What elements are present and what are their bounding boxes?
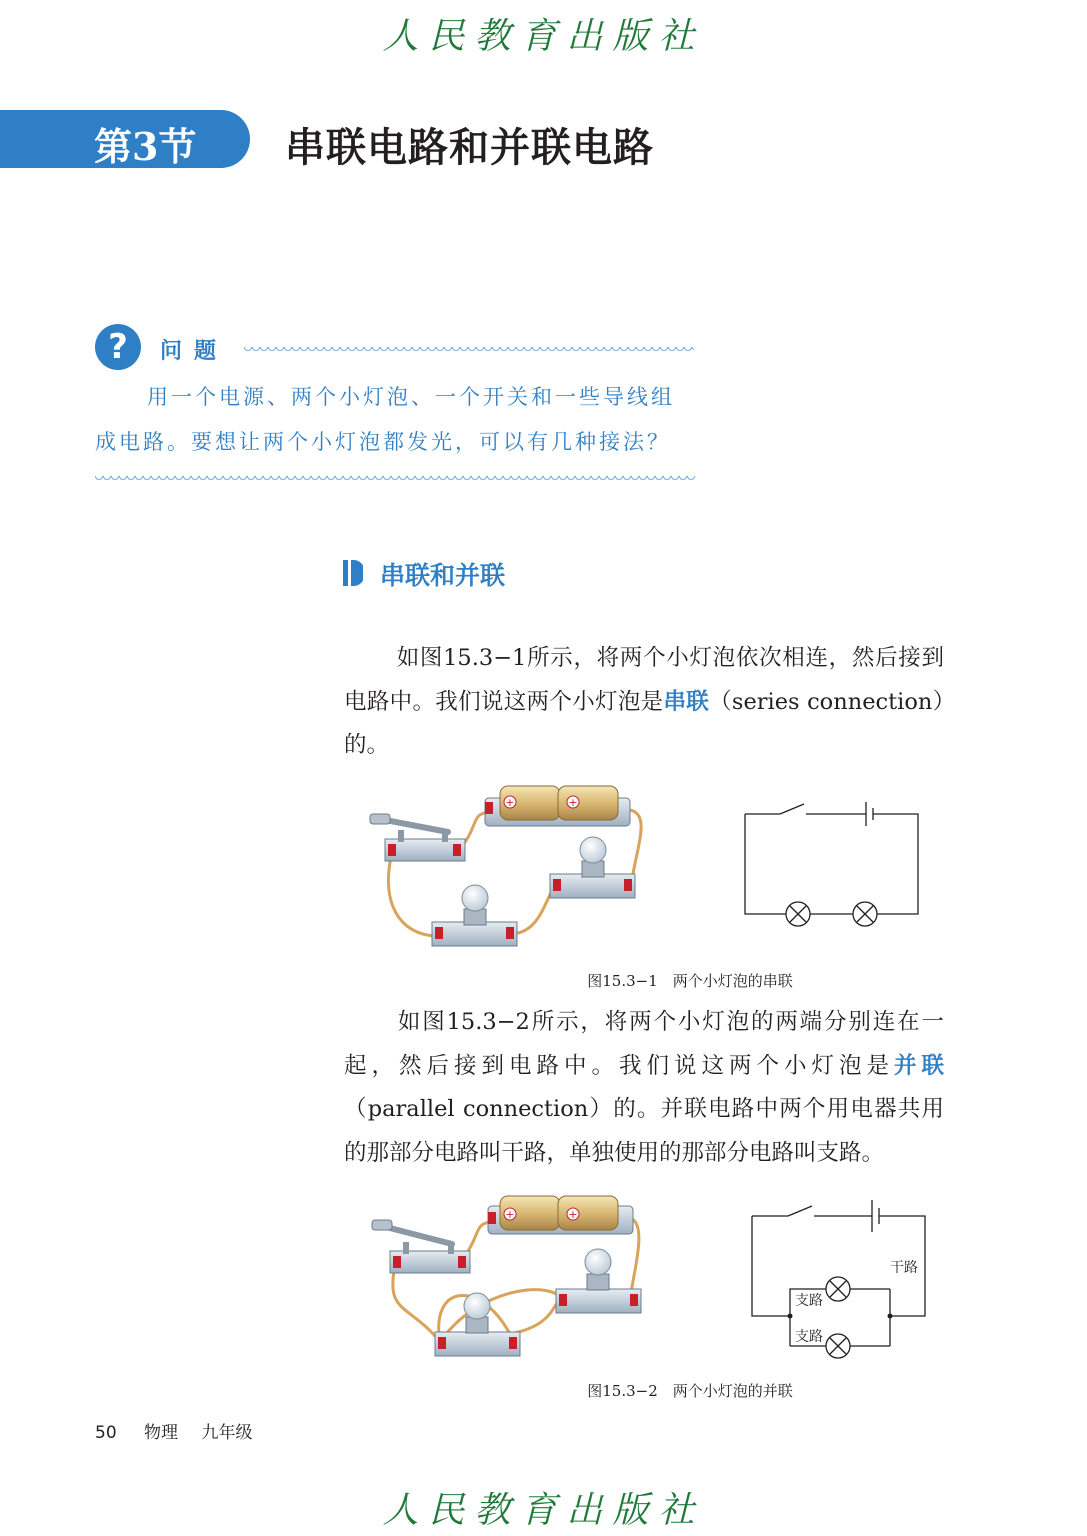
question-text: 用一个电源、两个小灯泡、一个开关和一些导线组成电路。要想让两个小灯泡都发光，可以有几种接法？	[95, 385, 675, 454]
page-footer	[95, 1418, 252, 1443]
paragraph-text: 如图15.3−1所示，将两个小灯泡依次相连，然后接到电路中。我们说这两个小灯泡是	[344, 645, 944, 715]
svg-text:+: +	[568, 796, 578, 809]
parallel-circuit-figure	[360, 1194, 940, 1374]
figure1-caption: 图15.3−1 两个小灯泡的串联	[587, 972, 793, 990]
paragraph-text: （parallel connection）的。并联电路中两个用电器共用的那部分电路叫干路，单独使用的那部分电路叫支路。	[344, 1096, 944, 1166]
footer-grade: 九年级	[201, 1423, 253, 1443]
wavy-divider	[244, 347, 694, 355]
label-branch-1: 支路	[795, 1293, 823, 1309]
wavy-divider-bottom	[95, 476, 695, 484]
paragraph-series	[344, 637, 944, 768]
paragraph-parallel	[344, 1001, 944, 1175]
section-title: 串联电路和并联电路	[285, 124, 654, 171]
label-branch-2: 支路	[795, 1329, 823, 1345]
publisher-logo-bottom: 人民教育出版社	[382, 1490, 705, 1531]
keyword-parallel: 并联	[893, 1052, 944, 1079]
svg-text:+: +	[568, 1208, 578, 1221]
keyword-series: 串联	[663, 688, 710, 715]
label-main-circuit: 干路	[890, 1260, 918, 1276]
svg-text:+: +	[505, 796, 515, 809]
subsection-heading: 串联和并联	[380, 561, 506, 590]
svg-text:+: +	[505, 1208, 515, 1221]
series-circuit-figure	[360, 784, 930, 962]
footer-subject: 物理	[144, 1423, 179, 1443]
figure2-caption: 图15.3−2 两个小灯泡的并联	[587, 1382, 793, 1400]
question-label: 问题	[160, 339, 229, 364]
paragraph-text: （series connection）的。	[344, 688, 944, 758]
paragraph-text: 如图15.3−2所示，将两个小灯泡的两端分别连在一起，然后接到电路中。我们说这两个小灯泡是	[344, 1009, 944, 1079]
section-number: 第3节	[94, 124, 197, 169]
publisher-logo-top: 人民教育出版社	[382, 16, 705, 57]
page-number: 50	[95, 1423, 117, 1443]
question-icon: ?	[95, 324, 141, 370]
subsection-marker-icon	[343, 560, 363, 586]
